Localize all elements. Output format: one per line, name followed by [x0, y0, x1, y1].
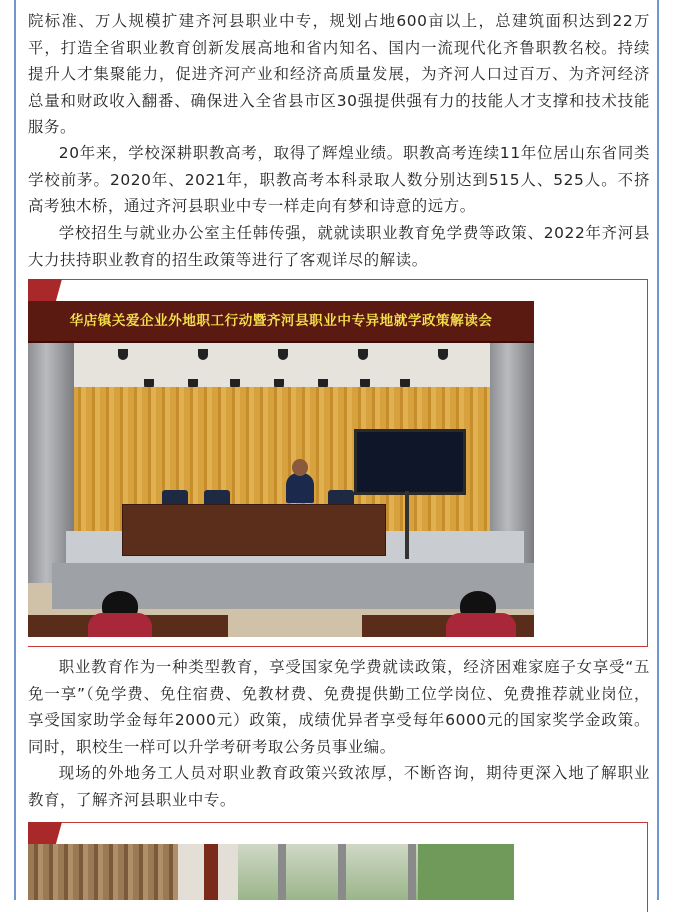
ceiling-light — [278, 349, 288, 360]
ceiling-light — [198, 349, 208, 360]
audience-body — [88, 613, 152, 637]
meeting-photo — [28, 301, 534, 637]
curtain — [28, 844, 178, 900]
speaker-head — [292, 459, 308, 476]
tv-screen — [354, 429, 466, 495]
photo-block-1 — [28, 279, 648, 649]
rostrum-desk — [122, 504, 386, 556]
ceiling-light — [358, 349, 368, 360]
window-frame — [338, 844, 346, 900]
article-paragraph-0: 院标准、万人规模扩建齐河县职业中专，规划占地600亩以上，总建筑面积达到22万平，打造全省职业教育创新发展高地和省内知名、国内一流现代化齐鲁职教名校。持续提升人才集聚能力，促进齐河产业和经济高质量发展，为齐河人口过百万、为齐河经济总量和财政收入翻番、确保进入全省县市区30强提供强有力的技能人才支撑和技术技能服务。 — [28, 12, 650, 136]
window — [238, 844, 418, 900]
ceiling-light — [438, 349, 448, 360]
ceiling-light — [118, 349, 128, 360]
photo-block-2 — [28, 822, 648, 900]
window-frame — [408, 844, 416, 900]
article-paragraph-3: 职业教育作为一种类型教育，享受国家免学费就读政策，经济困难家庭子女享受“五免一享”（免学费、免住宿费、免教材费、免费提供勤工位学岗位、免费推荐就业岗位，享受国家助学金每年2000元）政策，成绩优异者享受每年6000元的国家奖学金政策。同时，职校生一样可以升学考研考取公务员事业编。 — [28, 658, 650, 756]
tree — [418, 844, 514, 900]
audience-body — [446, 613, 516, 637]
classroom-photo — [28, 844, 514, 900]
banner-text: 华店镇关爱企业外地职工行动暨齐河县职业中专异地就学政策解读会 — [69, 313, 493, 329]
speaker — [286, 473, 314, 503]
tv-stand — [405, 491, 409, 559]
article-paragraph-2: 学校招生与就业办公室主任韩传强，就就读职业教育免学费等政策、2022年齐河县大力扶持职业教育的招生政策等进行了客观详尽的解读。 — [28, 224, 650, 269]
window-frame — [278, 844, 286, 900]
article-paragraph-1: 20年来，学校深耕职教高考，取得了辉煌业绩。职教高考连续11年位居山东省同类学校前茅。2020年、2021年，职教高考本科录取人数分别达到515人、525人。不挤高考独木桥，通过齐河县职业中专一样走向有梦和诗意的远方。 — [28, 144, 650, 215]
pillar — [204, 844, 218, 900]
article-paragraph-4: 现场的外地务工人员对职业教育政策兴致浓厚，不断咨询，期待更深入地了解职业教育，了解齐河县职业中专。 — [28, 764, 650, 809]
